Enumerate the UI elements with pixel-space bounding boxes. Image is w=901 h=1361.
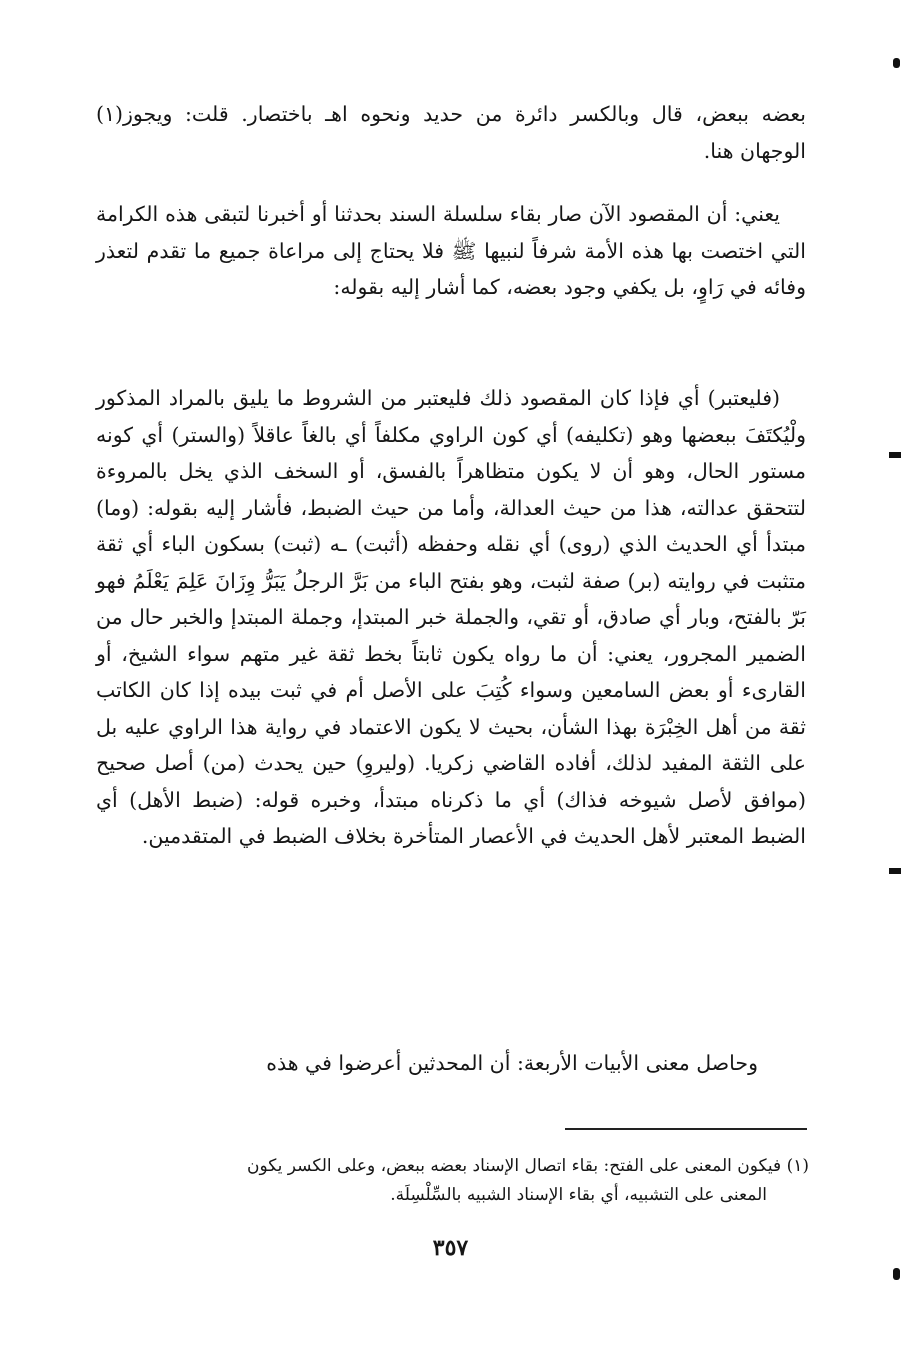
paragraph-text: بعضه ببعض، قال وبالكسر دائرة من حديد ونحوه اهـ باختصار. قلت: ويجوز(١) الوجهان هنا. [96, 102, 806, 163]
paragraph-text: يعني: أن المقصود الآن صار بقاء سلسلة السند بحدثنا أو أخبرنا لتبقى هذه الكرامة التي اختصت بها هذه الأمة شرفاً لنبيها ﷺ فلا يحتاج إلى مراعاة جميع ما تقدم لتعذر وفائه في رَاوٍ، بل يكفي وجود بعضه، كما أشار إليه بقوله: [96, 202, 807, 299]
footnote-separator [565, 1128, 807, 1130]
margin-mark [889, 452, 901, 458]
footnote-line-2: المعنى على التشبيه، أي بقاء الإسناد الشبيه بالسِّلْسِلَة. [390, 1185, 767, 1205]
paragraph-1 [96, 96, 806, 169]
margin-mark [893, 58, 900, 68]
margin-mark [893, 1268, 900, 1280]
footnote-line-1: (١) فيكون المعنى على الفتح: بقاء اتصال الإسناد بعضه ببعض، وعلى الكسر يكون [247, 1156, 809, 1176]
page-number: ٣٥٧ [432, 1235, 469, 1261]
paragraph-text: وحاصل معنى الأبيات الأربعة: أن المحدثين أعرضوا في هذه [266, 1051, 758, 1075]
footnote [99, 1152, 809, 1210]
paragraph-3 [96, 380, 806, 855]
paragraph-4 [96, 1045, 806, 1082]
margin-mark [889, 868, 901, 874]
paragraph-2 [96, 196, 806, 306]
paragraph-text: (فليعتبر) أي فإذا كان المقصود ذلك فليعتبر من الشروط ما يليق بالمراد المذكور ولْيُكتَفَ ببعضها وهو (تكليفه) أي كون الراوي مكلفاً أي بالغاً عاقلاً (والستر) أي كونه مستور الحال، وهو أن لا يكون متظاهراً بالفسق، أو السخف الذي يخل بالمروءة لتتحقق عدالته، هذا من حيث العدالة، وأما من حيث الضبط، فأشار إليه بقوله: (وما) مبتدأ أي الحديث الذي (روى) أي نقله وحفظه (أثبت) ـه (ثبت) بسكون الباء أي ثقة متثبت في روايته (بر) صفة لثبت، وهو بفتح الباء من بَرَّ الرجلُ يَبَرُّ وِزَانَ عَلِمَ يَعْلَمُ فهو بَرّ بالفتح، وبار أي صادق، أو تقي، والجملة خبر المبتدإ، وجملة المبتدإ والخبر حال من الضمير المجرور، يعني: أن ما رواه يكون ثابتاً بخط ثقة غير متهم سواء الشيخ، أو القارىء أو بعض السامعين وسواء كُتِبَ على الأصل أم في ثبت بيده إذا كان الكاتب ثقة من أهل الخِبْرَة بهذا الشأن، بحيث لا يكون الاعتماد في رواية هذا الراوي عليه بل على الثقة المفيد لذلك، أفاده القاضي زكريا. (وليروِ) حين يحدث (من) أصل صحيح (موافق لأصل شيوخه فذاك) أي ما ذكرناه مبتدأ، وخبره قوله: (ضبط الأهل) أي الضبط المعتبر لأهل الحديث في الأعصار المتأخرة بخلاف الضبط في المتقدمين. [96, 386, 806, 848]
